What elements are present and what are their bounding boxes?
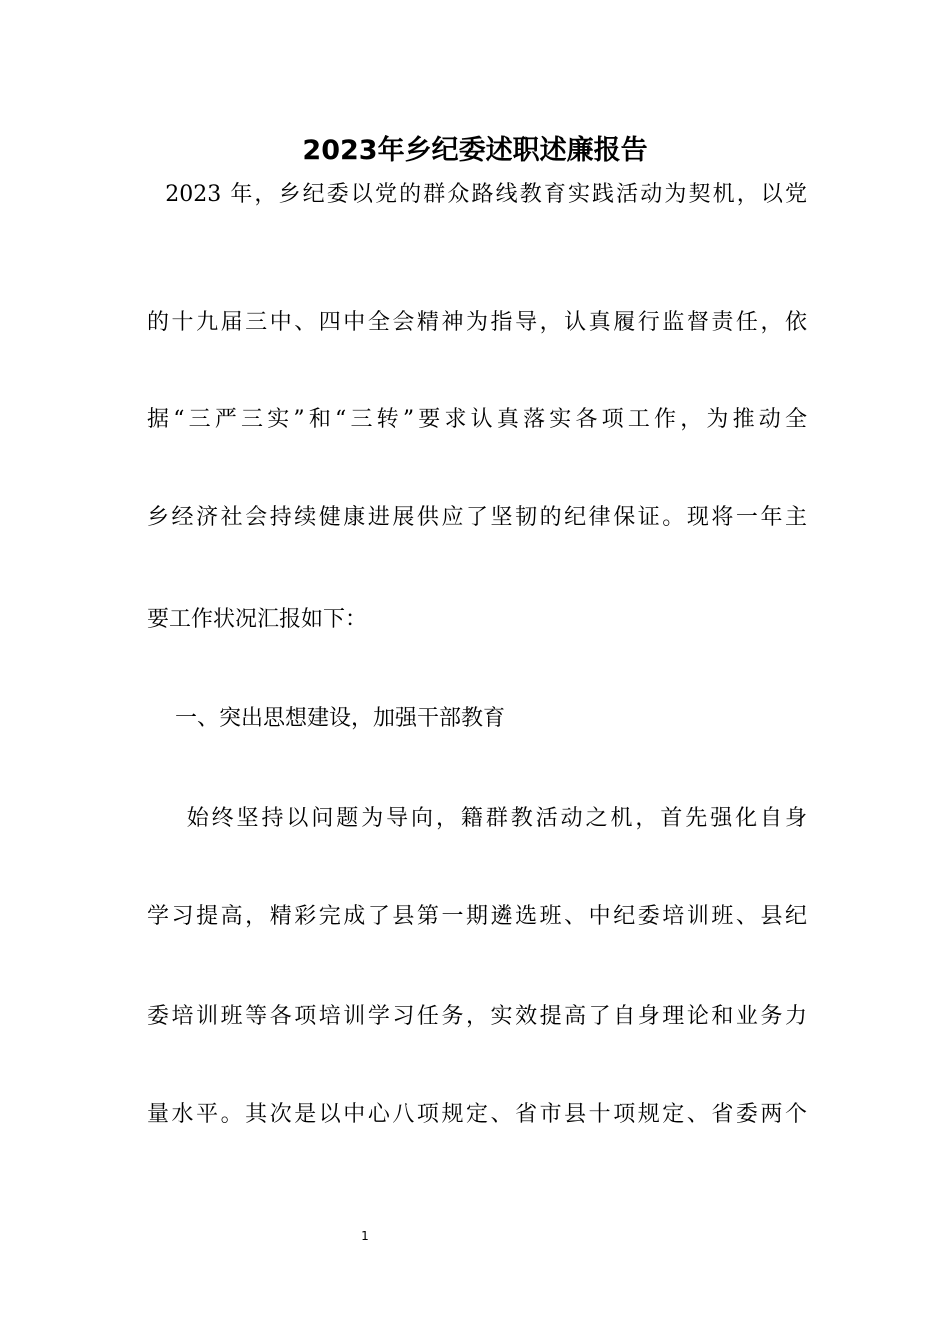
paragraph-line: 2023 年，乡纪委以党的群众路线教育实践活动为契机，以党 xyxy=(147,182,807,207)
paragraph-line: 要工作状况汇报如下： xyxy=(147,607,368,632)
paragraph-line: 委培训班等各项培训学习任务，实效提高了自身理论和业务力 xyxy=(147,1004,807,1029)
document-title: 2023年乡纪委述职述廉报告 xyxy=(302,135,648,166)
paragraph-line: 学习提高，精彩完成了县第一期遴选班、中纪委培训班、县纪 xyxy=(147,904,807,929)
paragraph-line: 据“三严三实”和“三转”要求认真落实各项工作，为推动全 xyxy=(147,407,807,432)
paragraph-line: 乡经济社会持续健康进展供应了坚韧的纪律保证。现将一年主 xyxy=(147,505,807,530)
paragraph-line: 量水平。其次是以中心八项规定、省市县十项规定、省委两个 xyxy=(147,1102,807,1127)
paragraph-line: 始终坚持以问题为导向，籍群教活动之机，首先强化自身 xyxy=(147,806,807,831)
page-number: 1 xyxy=(361,1229,369,1243)
paragraph-line: 的十九届三中、四中全会精神为指导，认真履行监督责任，依 xyxy=(147,310,807,335)
section-heading: 一、突出思想建设，加强干部教育 xyxy=(147,706,505,731)
